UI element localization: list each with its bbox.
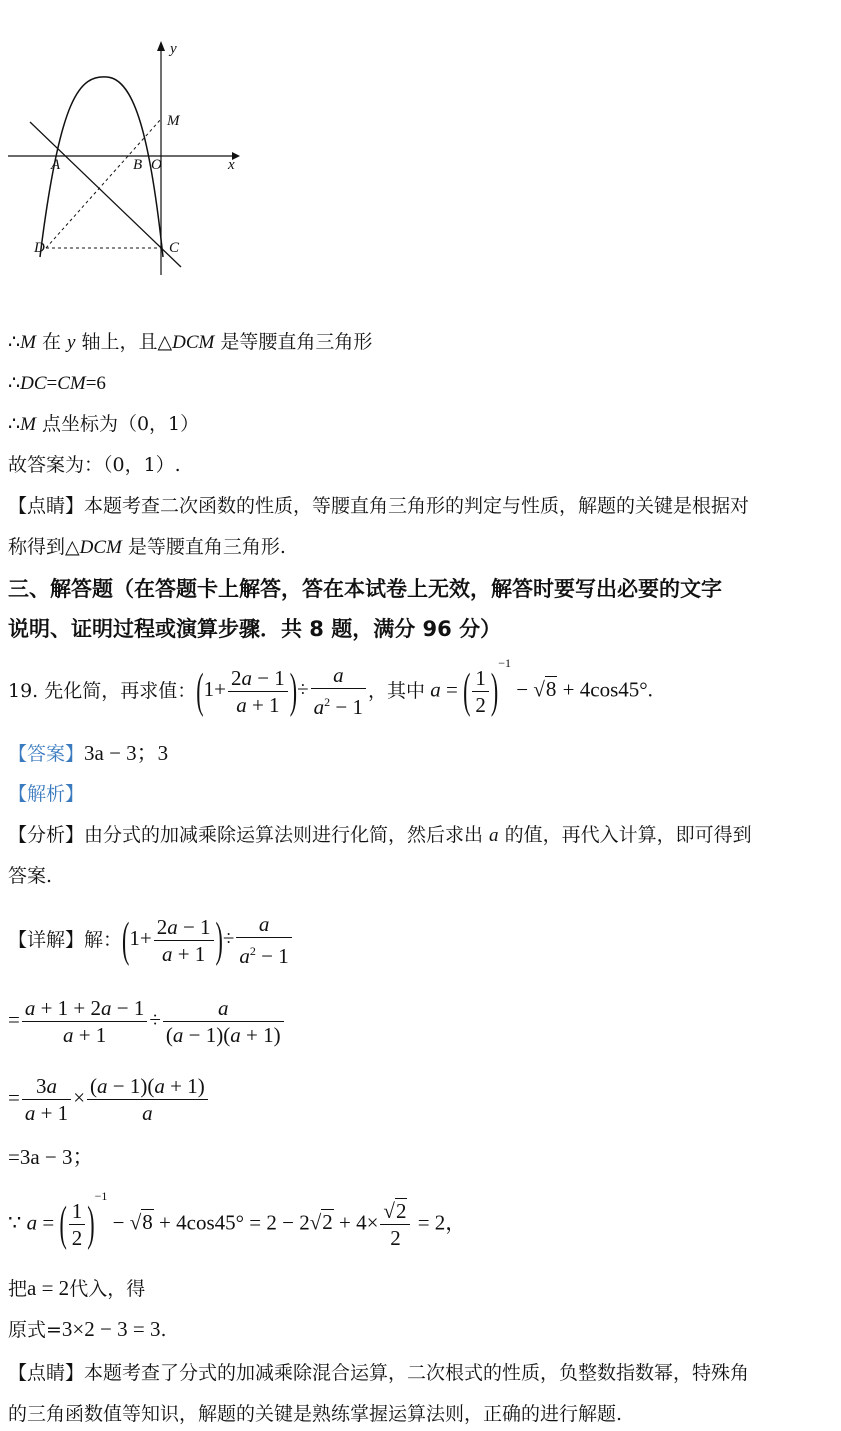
dianjing-line-1: 【点睛】本题考查二次函数的性质，等腰直角三角形的判定与性质，解题的关键是根据对 (8, 495, 750, 517)
fenxi-line-1: 【分析】由分式的加减乘除运算法则进行化简，然后求出 a 的值，再代入计算，即可得到 (8, 824, 752, 846)
label-B: B (133, 157, 143, 173)
analysis-tag: 【解析】 (8, 783, 85, 805)
text-line-1: ∴M 在 y 轴上，且△DCM 是等腰直角三角形 (8, 331, 373, 353)
label-M: M (167, 113, 180, 129)
question-19: 19. 先化简，再求值： (1+ $\frac{2a - 1}{a + 1}$ )÷ $\frac{a}{a^2 - 1}$ ，其中 a = ( $\frac{1}{2}$ )$^{-1}$ − √8 + 4cos45°. (8, 655, 653, 719)
section-heading-1: 三、解答题（在答题卡上解答，答在本试卷上无效，解答时要写出必要的文字 (8, 577, 722, 601)
label-C: C (169, 240, 180, 256)
dianjing-line-2: 称得到△DCM 是等腰直角三角形. (8, 536, 286, 558)
detail-step-2: = $\frac{3a}{a + 1}$ × $\frac{(a - 1)(a + 1)}{a}$ (8, 1066, 210, 1132)
coordinate-figure (0, 35, 260, 280)
detail-step-4: ∵ a = ( $\frac{1}{2}$ )$^{-1}$ − √8 + 4cos45° = 2 − 2√2 + 4× $\frac{√2}{2}$ = 2， (8, 1188, 467, 1251)
section-heading-2: 说明、证明过程或演算步骤．共 8 题，满分 96 分） (8, 617, 502, 641)
answer-value: 3a − 3；3 (84, 741, 169, 765)
detail-step-1: = $\frac{a + 1 + 2a - 1}{a + 1}$ ÷ $\frac{a}{(a - 1)(a + 1)}$ (8, 988, 286, 1054)
text-line-2: ∴DC=CM=6 (8, 372, 106, 394)
fenxi-line-2: 答案. (8, 865, 53, 887)
label-D: D (34, 240, 45, 256)
label-A: A (51, 157, 61, 173)
detail-step-0: 【详解】解： (1+ $\frac{2a - 1}{a + 1}$ )÷ $\frac{a}{a^2 - 1}$ (8, 905, 294, 975)
label-y: y (170, 41, 177, 57)
dianjing2-line-2: 的三角函数值等知识，解题的关键是熟练掌握运算法则，正确的进行解题. (8, 1403, 623, 1425)
label-x: x (228, 157, 235, 173)
dianjing2-line-1: 【点睛】本题考查了分式的加减乘除混合运算，二次根式的性质，负整数指数幂，特殊角 (8, 1362, 750, 1384)
answer-line (8, 741, 168, 766)
detail-step-3: =3a − 3； (8, 1145, 94, 1169)
text-line-3: ∴M 点坐标为（0，1） (8, 413, 200, 435)
text-line-4: 故答案为：（0，1）. (8, 454, 181, 476)
label-O: O (151, 157, 162, 173)
final-line: 原式=3×2 − 3 = 3. (8, 1317, 167, 1341)
substitute-line: 把a = 2代入，得 (8, 1276, 146, 1300)
answer-tag: 【答案】 (8, 743, 85, 765)
